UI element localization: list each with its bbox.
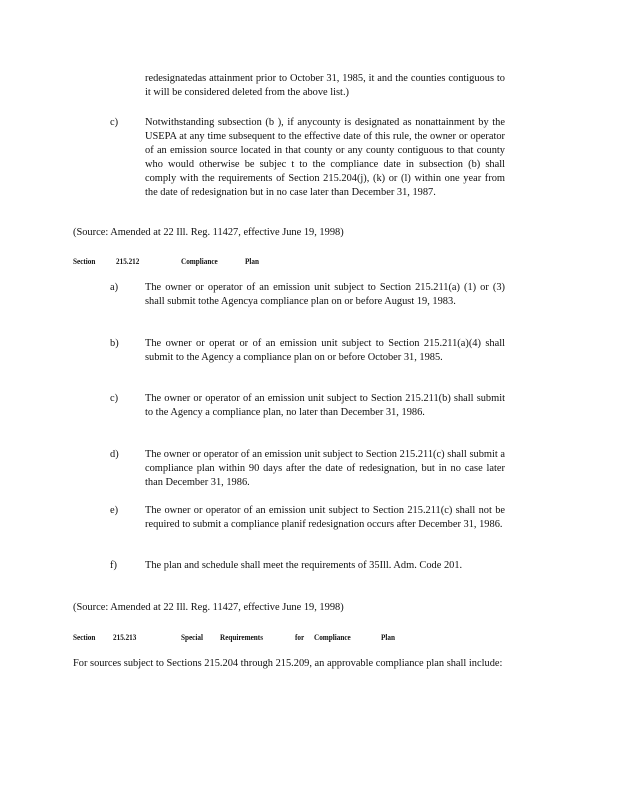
paragraph-c-label: c) xyxy=(110,117,119,128)
section-213-intro: For sources subject to Sections 215.204 through 215.209, an approvable compliance plan shall include: xyxy=(73,658,503,669)
section-title-word: Compliance xyxy=(314,633,351,643)
paragraph-c-text: Notwithstanding subsection (b ), if anycounty is designated as nonattainment by the USEPA at any time subsequent to the effective date of this rule, the owner or operator of an emission source located in that county or any county contiguous to that county who would otherwise be subjec t to the compliance date in subsection (b) shall comply with the requirements of Section 215.204(j), (k) or (l) within one year from the date of redesignation but in no case later than December 31, 1987. xyxy=(145,117,505,198)
section-number: 215.212 xyxy=(116,257,140,267)
section-title-word: Plan xyxy=(381,633,395,643)
item-label: e) xyxy=(110,505,119,516)
item-label: d) xyxy=(110,449,119,460)
item-label: c) xyxy=(110,393,119,404)
item-text: The owner or operator of an emission unit subject to Section 215.211(a) (1) or (3) shall submit tothe Agencya compliance plan on or before August 19, 1983. xyxy=(145,282,505,307)
item-label: a) xyxy=(110,282,119,293)
section-title-word: Compliance xyxy=(181,257,218,267)
section-word: Section xyxy=(73,257,96,267)
item-label: b) xyxy=(110,338,119,349)
section-number: 215.213 xyxy=(113,633,137,643)
section-word: Section xyxy=(73,633,96,643)
section-title-word: Requirements xyxy=(220,633,263,643)
section-title-word: for xyxy=(295,633,305,643)
section-215-213-heading xyxy=(73,631,493,645)
section-title-word: Plan xyxy=(245,257,259,267)
source-note-1: (Source: Amended at 22 Ill. Reg. 11427, effective June 19, 1998) xyxy=(73,227,344,238)
item-text: The owner or operator of an emission unit subject to Section 215.211(c) shall not be required to submit a compliance planif redesignation occurs after December 31, 1986. xyxy=(145,505,505,530)
item-text: The owner or operat or of an emission unit subject to Section 215.211(a)(4) shall submit to the Agency a compliance plan on or before October 31, 1985. xyxy=(145,338,505,363)
section-title-word: Special xyxy=(181,633,203,643)
item-label: f) xyxy=(110,560,117,571)
continuation-paragraph: redesignatedas attainment prior to October 31, 1985, it and the counties contiguous to it will be considered deleted from the above list.) xyxy=(145,73,505,98)
item-text: The plan and schedule shall meet the requirements of 35Ill. Adm. Code 201. xyxy=(145,560,463,571)
source-note-2: (Source: Amended at 22 Ill. Reg. 11427, effective June 19, 1998) xyxy=(73,602,344,613)
item-text: The owner or operator of an emission unit subject to Section 215.211(b) shall submit to the Agency a compliance plan, no later than December 31, 1986. xyxy=(145,393,505,418)
item-text: The owner or operator of an emission unit subject to Section 215.211(c) shall submit a compliance plan within 90 days after the date of redesignation, but in no case later than December 31, 1986. xyxy=(145,449,505,488)
section-215-212-heading xyxy=(73,255,493,269)
